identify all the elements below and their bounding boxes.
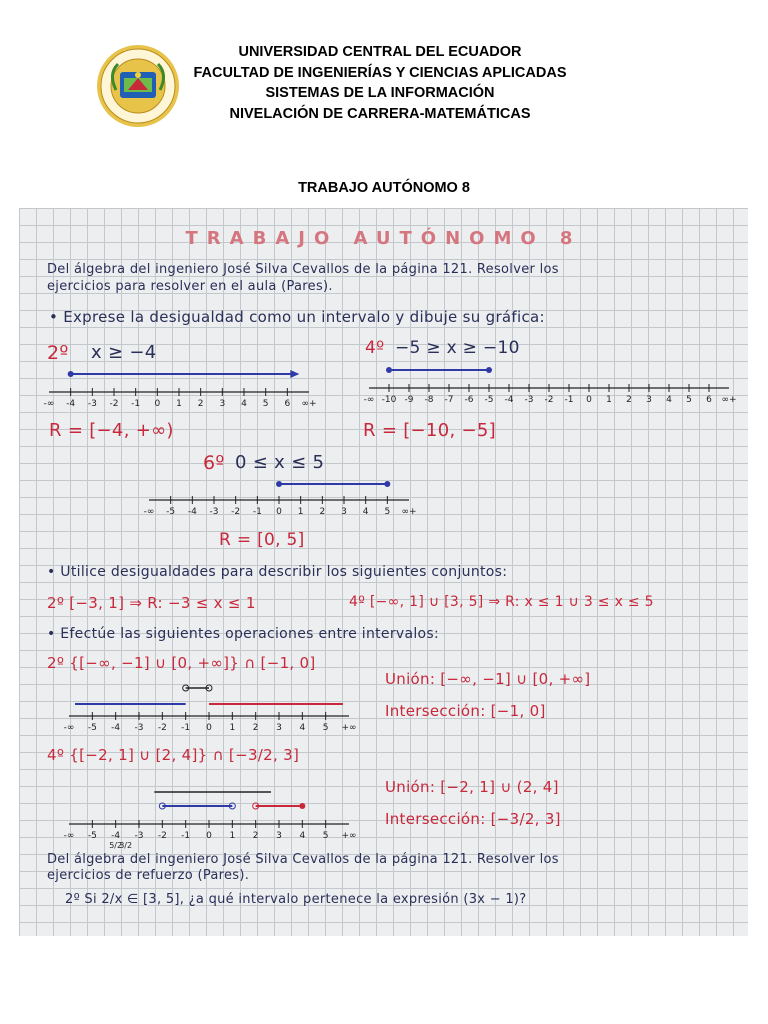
university-seal-logo	[96, 44, 180, 128]
op2-intersection: Intersección: [−1, 0]	[385, 702, 546, 720]
op4-number-line-tick-label: -∞	[63, 831, 75, 841]
program-name: SISTEMAS DE LA INFORMACIÓN	[265, 85, 495, 101]
university-name: UNIVERSIDAD CENTRAL DEL ECUADOR	[238, 44, 522, 60]
ex4-number-line-tick-label: -∞	[363, 395, 375, 405]
op2-number-line-tick-label: -∞	[63, 723, 75, 733]
ex6-number-line-tick-label: ∞+	[401, 507, 417, 517]
ex6-number-line-tick-label: -1	[252, 507, 262, 517]
ex2-number-line-tick-label: 5	[262, 399, 269, 409]
section-3-heading: • Efectúe las siguientes operaciones entre intervalos:	[47, 626, 440, 642]
ex6-number-line-tick-label: 1	[297, 507, 304, 517]
ex4-result: R = [−10, −5]	[363, 420, 496, 441]
ex2-number-line-tick-label: 2	[197, 399, 204, 409]
intro-line-1: Del álgebra del ingeniero José Silva Cevallos de la página 121. Resolver los	[47, 262, 559, 277]
ex6-number-line-tick-label: -2	[231, 507, 241, 517]
ex2-number-line-tick-label: 3	[219, 399, 226, 409]
op4-number-line-tick-label: 4	[299, 831, 306, 841]
ex6-number-line-tick-label: 2	[319, 507, 326, 517]
ex2-result: R = [−4, +∞)	[49, 420, 174, 441]
ex6-left-endpoint	[276, 481, 282, 487]
op2-number-line-tick-label: 5	[322, 723, 329, 733]
op2-number-line-tick-label: 0	[206, 723, 212, 733]
op4-fraction-tick-label: 5/2	[109, 841, 123, 850]
notebook-title: TRABAJO AUTÓNOMO 8	[185, 228, 582, 249]
document-title: TRABAJO AUTÓNOMO 8	[298, 180, 470, 196]
op4-number-line-tick-label: 0	[206, 831, 212, 841]
op4-number-line-tick-label: +∞	[341, 831, 357, 841]
course-name: NIVELACIÓN DE CARRERA-MATEMÁTICAS	[229, 105, 531, 122]
op4-number-line-tick-label: -5	[87, 831, 97, 841]
ex4-number-line-tick-label: 0	[586, 395, 592, 405]
ex2-arrow-head	[290, 370, 299, 378]
ex4-number-line-tick-label: 4	[666, 395, 672, 405]
document-header	[180, 42, 580, 124]
ex6-inequality: 0 ≤ x ≤ 5	[235, 452, 325, 473]
faculty-name: FACULTAD DE INGENIERÍAS Y CIENCIAS APLICADAS	[193, 64, 567, 81]
ex4-right-endpoint	[486, 367, 492, 373]
ex2-closed-endpoint	[68, 371, 74, 377]
op4-union: Unión: [−2, 1] ∪ (2, 4]	[385, 778, 559, 796]
number-lines	[19, 208, 748, 936]
outro-line-1: Del álgebra del ingeniero José Silva Cevallos de la página 121. Resolver los	[47, 852, 559, 867]
ex4-number-line-tick-label: 1	[606, 395, 612, 405]
op2-number-line-tick-label: 4	[299, 723, 306, 733]
ex4-number-line-tick-label: 2	[626, 395, 632, 405]
op2-number-line-tick-label: -2	[157, 723, 167, 733]
op2-number-line-tick-label: -4	[111, 723, 121, 733]
ex6-number-line-tick-label: 3	[341, 507, 347, 517]
ex4-number-line-tick-label: -5	[484, 395, 494, 405]
op4-number-line-tick-label: -4	[111, 831, 121, 841]
op2-number-line-tick-label: +∞	[341, 723, 357, 733]
ex2-number-line-tick-label: 0	[154, 399, 161, 409]
op4-number-line-tick-label: -3	[134, 831, 144, 841]
ex4-number-line-tick-label: -4	[504, 395, 514, 405]
intro-line-2: ejercicios para resolver en el aula (Pares).	[47, 279, 333, 294]
notebook-page-photo	[19, 208, 748, 936]
op4-number-line-tick-label: -1	[181, 831, 191, 841]
ex4-number-line-tick-label: -8	[424, 395, 434, 405]
op4-number-line-tick-label: 1	[229, 831, 236, 841]
op4-intersection: Intersección: [−3/2, 3]	[385, 810, 561, 828]
ex6-number-line-tick-label: -4	[187, 507, 197, 517]
ex4-number-line-tick-label: 3	[646, 395, 652, 405]
outro-line-2: ejercicios de refuerzo (Pares).	[47, 868, 250, 883]
op2-number-line-tick-label: 2	[252, 723, 259, 733]
ex2-number-line-tick-label: -∞	[43, 399, 55, 409]
ex6-label: 6º	[203, 452, 225, 474]
ex2-number-line-tick-label: 4	[241, 399, 247, 409]
ex4-number-line-tick-label: -7	[444, 395, 454, 405]
ex4-number-line-tick-label: -10	[381, 395, 397, 405]
section-1-heading: • Exprese la desigualdad como un intervalo y dibuje su gráfica:	[49, 308, 545, 326]
section-2-heading: • Utilice desigualdades para describir los siguientes conjuntos:	[47, 564, 508, 580]
op2-number-line-tick-label: -1	[181, 723, 191, 733]
ex6-right-endpoint	[384, 481, 390, 487]
ex6-number-line-tick-label: 4	[362, 507, 369, 517]
ex4-left-endpoint	[386, 367, 392, 373]
ex4-number-line-tick-label: 6	[706, 395, 712, 405]
ex4-number-line-tick-label: ∞+	[721, 395, 737, 405]
ex4-number-line-tick-label: 5	[686, 395, 692, 405]
op2-number-line-tick-label: -5	[87, 723, 97, 733]
ex6-number-line-tick-label: -3	[209, 507, 219, 517]
ex2-number-line-tick-label: -2	[109, 399, 119, 409]
ex2-number-line-tick-label: -4	[66, 399, 76, 409]
op4-number-line-tick-label: 3	[276, 831, 282, 841]
ex6-number-line-tick-label: 0	[276, 507, 282, 517]
ex6-number-line-tick-label: 5	[384, 507, 391, 517]
ex4-number-line-tick-label: -9	[404, 395, 414, 405]
ex2-label: 2º	[47, 342, 69, 364]
op2-union: Unión: [−∞, −1] ∪ [0, +∞]	[385, 670, 591, 688]
ex6-number-line-tick-label: -∞	[143, 507, 155, 517]
ex2-number-line-tick-label: 6	[284, 399, 291, 409]
op2-number-line-tick-label: 1	[229, 723, 236, 733]
ex2-inequality: x ≥ −4	[91, 342, 157, 363]
ex2-number-line-tick-label: 1	[176, 399, 182, 409]
ex4-inequality: −5 ≥ x ≥ −10	[395, 338, 520, 358]
ex4-number-line-tick-label: -1	[564, 395, 574, 405]
ex2-number-line-tick-label: ∞+	[301, 399, 317, 409]
ex6-result: R = [0, 5]	[219, 530, 305, 550]
question-text: 2º Si 2/x ∈ [3, 5], ¿a qué intervalo pertenece la expresión (3x − 1)?	[65, 892, 527, 907]
ex4-number-line-tick-label: -6	[464, 395, 474, 405]
set-2-answer: 2º [−3, 1] ⇒ R: −3 ≤ x ≤ 1	[47, 594, 256, 612]
op4-number-line-tick-label: -2	[157, 831, 167, 841]
op2-number-line-tick-label: 3	[276, 723, 282, 733]
ex2-number-line-tick-label: -3	[87, 399, 97, 409]
ex2-number-line-tick-label: -1	[131, 399, 141, 409]
ex4-number-line-tick-label: -3	[524, 395, 534, 405]
ex4-number-line-tick-label: -2	[544, 395, 554, 405]
set-4-answer: 4º [−∞, 1] ∪ [3, 5] ⇒ R: x ≤ 1 ∪ 3 ≤ x ≤ 5	[349, 594, 654, 610]
op4-point-d	[299, 803, 305, 809]
op4-number-line-tick-label: 2	[252, 831, 259, 841]
op4-fraction-tick-label: 3/2	[119, 841, 133, 850]
op4-expression: 4º {[−2, 1] ∪ [2, 4]} ∩ [−3/2, 3]	[47, 746, 300, 764]
ex6-number-line-tick-label: -5	[166, 507, 176, 517]
op2-expression: 2º {[−∞, −1] ∪ [0, +∞]} ∩ [−1, 0]	[47, 654, 316, 672]
op4-number-line-tick-label: 5	[322, 831, 329, 841]
op2-number-line-tick-label: -3	[134, 723, 144, 733]
ex4-label: 4º	[365, 338, 385, 358]
